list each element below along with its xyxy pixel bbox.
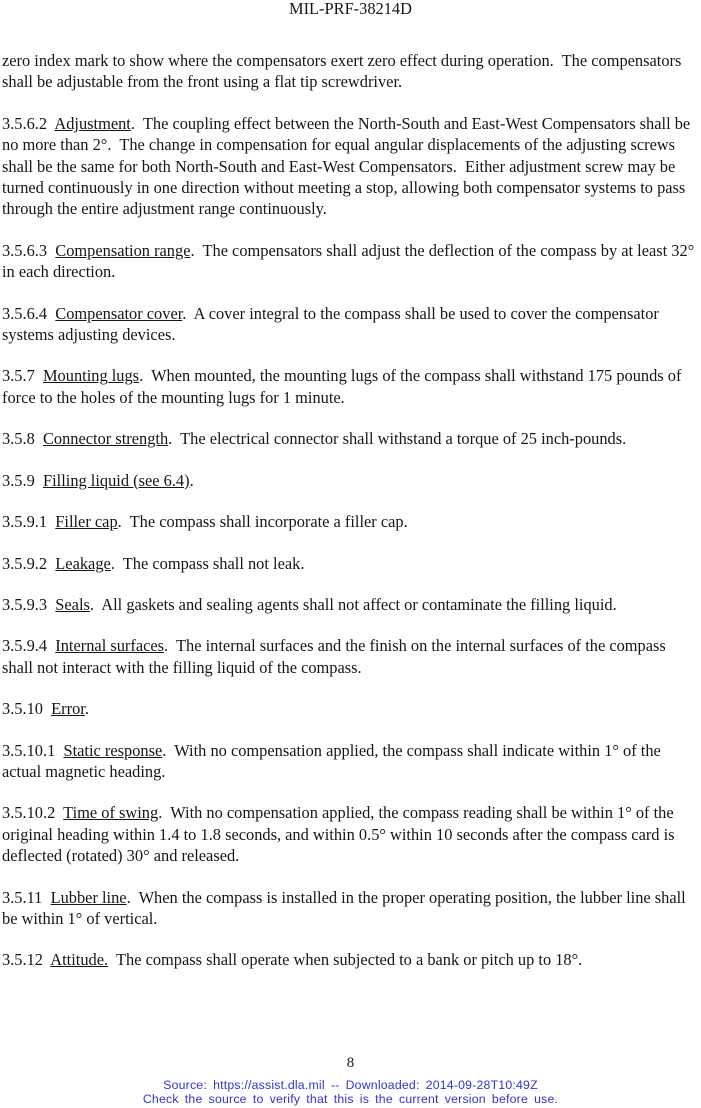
document-body <box>2 50 699 991</box>
paragraph-text: The compass shall operate when subjected to a bank or pitch up to 18°. <box>108 950 583 970</box>
paragraph <box>2 428 699 449</box>
section-heading: Filler cap <box>55 512 118 532</box>
section-number: 3.5.6.2 <box>2 113 55 133</box>
section-number: 3.5.9.1 <box>2 512 56 532</box>
section-heading: Compensator cover <box>55 303 183 323</box>
section-number: 3.5.9 <box>2 470 43 490</box>
section-number: 3.5.10.1 <box>2 740 64 760</box>
paragraph <box>2 113 699 220</box>
section-heading: Leakage <box>55 553 111 573</box>
footer-source-line: Source: https://assist.dla.mil -- Downloaded: 2014-09-28T10:49Z <box>163 1078 538 1092</box>
paragraph <box>2 50 699 93</box>
paragraph-text: . The coupling effect between the North-South and East-West Compensators shall be no more than 2°. The change in compensation for equal angular displacements of the adjusting screws shall be the same for both North-South and East-West Compensators. Either adjustment screw may be turned continuously in one direction without meeting a stop, allowing both compensator systems to pass through the entire adjustment range continuously. <box>2 113 695 219</box>
paragraph-text: . The compass shall not leak. <box>110 553 305 573</box>
paragraph-text: . <box>189 470 194 490</box>
paragraph <box>2 303 699 346</box>
paragraph-text: . The compensators shall adjust the deflection of the compass by at least 32° in each direction. <box>2 240 699 282</box>
paragraph <box>2 470 699 491</box>
section-heading: Lubber line <box>50 887 127 907</box>
section-heading: Connector strength <box>42 429 169 449</box>
section-heading: Static response <box>63 740 163 760</box>
section-heading: Adjustment <box>54 113 131 133</box>
paragraph <box>2 949 699 970</box>
paragraph <box>2 635 699 678</box>
section-heading: Seals <box>55 594 90 614</box>
section-number: 3.5.9.4 <box>2 636 56 656</box>
section-number: 3.5.12 <box>2 950 51 970</box>
section-number: 3.5.11 <box>2 887 51 907</box>
section-heading: Internal surfaces <box>55 636 165 656</box>
paragraph-text: . When the compass is installed in the proper operating position, the lubber line shall be within 1° of vertical. <box>2 887 690 928</box>
section-number: 3.5.6.3 <box>2 240 56 260</box>
paragraph-text: . With no compensation applied, the compass reading shall be within 1° of the original heading within 1.4 to 1.8 seconds, and within 0.5° within 10 seconds after the compass card is deflected (rotated) 30° and released. <box>2 803 679 866</box>
paragraph-text: . <box>84 699 89 719</box>
section-heading: Compensation range <box>55 240 191 260</box>
section-number: 3.5.6.4 <box>2 303 56 323</box>
section-number: 3.5.10 <box>2 699 52 719</box>
section-number: 3.5.8 <box>2 429 43 449</box>
paragraph <box>2 240 699 283</box>
section-heading: Filling liquid (see 6.4) <box>42 470 190 490</box>
paragraph <box>2 594 699 615</box>
paragraph <box>2 698 699 719</box>
paragraph <box>2 511 699 532</box>
section-number: 3.5.9.2 <box>2 553 56 573</box>
paragraph <box>2 553 699 574</box>
paragraph-text: . The compass shall incorporate a filler cap. <box>117 512 408 532</box>
paragraph-text: . With no compensation applied, the compass shall indicate within 1° of the actual magnetic heading. <box>2 740 665 781</box>
paragraph-text: . The internal surfaces and the finish on the internal surfaces of the compass shall not interact with the filling liquid of the compass. <box>2 636 670 677</box>
paragraph <box>2 740 699 783</box>
paragraph-text: . The electrical connector shall withstand a torque of 25 inch-pounds. <box>168 429 627 449</box>
paragraph-text: zero index mark to show where the compensators exert zero effect during operation. The compensators shall be adjustable from the front using a flat tip screwdriver. <box>2 51 686 92</box>
section-heading: Error <box>51 699 85 719</box>
section-heading: Time of swing <box>63 803 159 823</box>
section-heading: Mounting lugs <box>42 366 140 386</box>
paragraph-text: . When mounted, the mounting lugs of the compass shall withstand 175 pounds of force to the holes of the mounting lugs for 1 minute. <box>2 366 686 407</box>
section-number: 3.5.10.2 <box>2 803 64 823</box>
paragraph-text: . A cover integral to the compass shall be used to cover the compensator systems adjusting devices. <box>2 303 663 345</box>
section-number: 3.5.7 <box>2 366 43 386</box>
paragraph-text: . All gaskets and sealing agents shall not affect or contaminate the filling liquid. <box>89 594 617 614</box>
footer-notice-line: Check the source to verify that this is the current version before use. <box>142 1092 559 1106</box>
section-heading: Attitude. <box>50 950 109 970</box>
paragraph <box>2 802 699 866</box>
paragraph <box>2 887 699 930</box>
page-footer <box>0 1055 701 1106</box>
section-number: 3.5.9.3 <box>2 594 56 614</box>
page-number: 8 <box>346 1055 355 1071</box>
document-id-header: MIL-PRF-38214D <box>289 0 412 18</box>
paragraph <box>2 365 699 408</box>
